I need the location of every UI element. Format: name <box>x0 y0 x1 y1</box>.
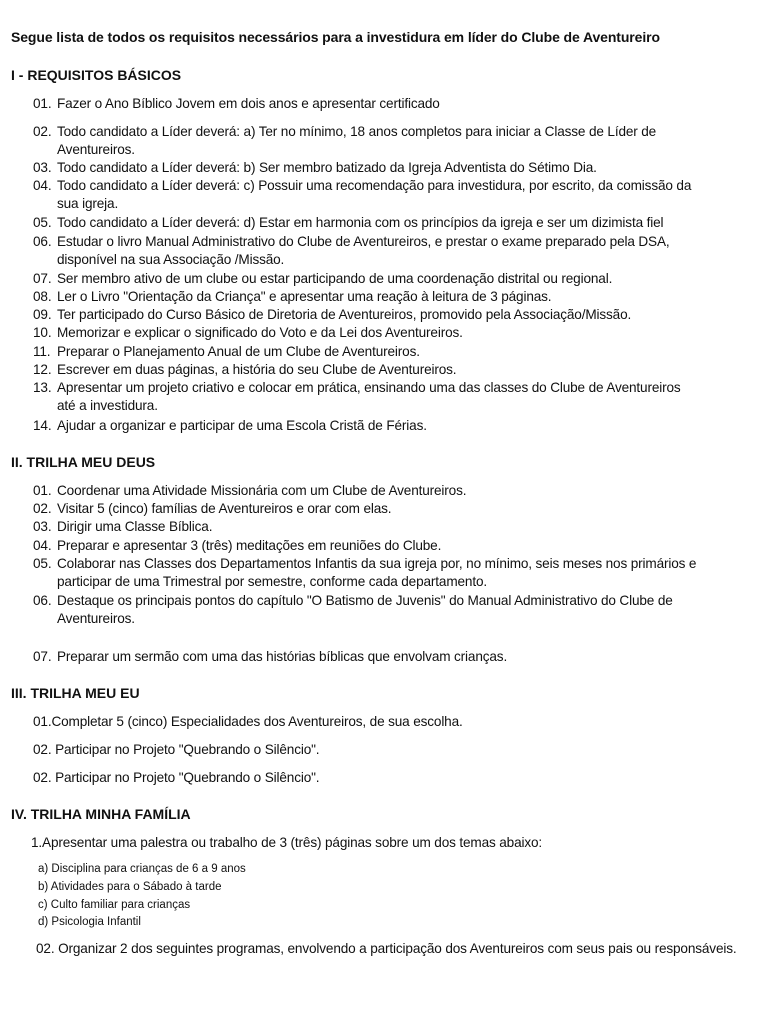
list-item <box>33 270 753 288</box>
list-item: 01.Completar 5 (cinco) Especialidades dos Aventureiros, de sua escolha. <box>33 714 463 729</box>
item-text: Escrever em duas páginas, a história do seu Clube de Aventureiros. <box>57 362 457 377</box>
list-item: 02. Participar no Projeto "Quebrando o Silêncio". <box>33 742 320 757</box>
item-number: 07. <box>33 271 52 286</box>
item-text: Memorizar e explicar o significado do Voto e da Lei dos Aventureiros. <box>57 325 463 340</box>
item-number: 07. <box>33 649 52 664</box>
list-item: 1.Apresentar uma palestra ou trabalho de 3 (três) páginas sobre um dos temas abaixo: <box>31 835 543 850</box>
list-item <box>33 288 753 306</box>
list-item <box>33 343 753 361</box>
list-item <box>33 306 753 324</box>
section-heading-requisitos-basicos: I - REQUISITOS BÁSICOS <box>11 67 182 83</box>
item-text-continuation: participar de uma Trimestral por semestre, conforme cada departamento. <box>57 574 487 589</box>
item-text: Coordenar uma Atividade Missionária com um Clube de Aventureiros. <box>57 483 467 498</box>
list-item <box>33 324 753 342</box>
list-item <box>33 214 753 232</box>
list-item: 02. Participar no Projeto "Quebrando o Silêncio". <box>33 770 320 785</box>
topic-item: c) Culto familiar para crianças <box>38 899 191 911</box>
item-number: 14. <box>33 418 52 433</box>
item-text: Colaborar nas Classes dos Departamentos Infantis da sua igreja por, no mínimo, seis meses nos primários e <box>57 556 697 571</box>
list-item <box>33 417 753 435</box>
item-text: Preparar um sermão com uma das histórias bíblicas que envolvam crianças. <box>57 649 508 664</box>
item-text: Todo candidato a Líder deverá: b) Ser membro batizado da Igreja Adventista do Sétimo Dia. <box>57 160 597 175</box>
list-item <box>33 648 753 666</box>
item-text: Visitar 5 (cinco) famílias de Aventureiros e orar com elas. <box>57 501 392 516</box>
item-number: 05. <box>33 556 52 571</box>
item-number: 05. <box>33 215 52 230</box>
item-number: 10. <box>33 325 52 340</box>
item-number: 02. <box>33 501 52 516</box>
list-item <box>33 159 753 177</box>
item-number: 06. <box>33 234 52 249</box>
item-text: Todo candidato a Líder deverá: a) Ter no mínimo, 18 anos completos para iniciar a Classe de Líder de <box>57 124 657 139</box>
item-text: Ter participado do Curso Básico de Diretoria de Aventureiros, promovido pela Associação/Missão. <box>57 307 632 322</box>
list-item <box>33 592 753 628</box>
item-text-continuation: Aventureiros. <box>57 611 135 626</box>
item-number: 13. <box>33 380 52 395</box>
list-item <box>33 482 753 500</box>
item-number: 09. <box>33 307 52 322</box>
item-text: Ler o Livro "Orientação da Criança" e apresentar uma reação à leitura de 3 páginas. <box>57 289 552 304</box>
item-text: Preparar e apresentar 3 (três) meditações em reuniões do Clube. <box>57 538 442 553</box>
item-number: 04. <box>33 538 52 553</box>
item-text-continuation: sua igreja. <box>57 196 119 211</box>
list-item <box>33 500 753 518</box>
list-item <box>33 555 753 591</box>
item-number: 12. <box>33 362 52 377</box>
list-item <box>33 537 753 555</box>
item-text: Dirigir uma Classe Bíblica. <box>57 519 213 534</box>
item-text-continuation: Aventureiros. <box>57 142 135 157</box>
list-item <box>33 177 753 213</box>
list-item <box>33 95 753 113</box>
item-text-continuation: disponível na sua Associação /Missão. <box>57 252 285 267</box>
item-text: Fazer o Ano Bíblico Jovem em dois anos e apresentar certificado <box>57 96 440 111</box>
item-text-continuation: até a investidura. <box>57 398 158 413</box>
item-text: Estudar o livro Manual Administrativo do Clube de Aventureiros, e prestar o exame preparado pela DSA, <box>57 234 670 249</box>
section-heading-trilha-minha-familia: IV. TRILHA MINHA FAMÍLIA <box>11 806 191 822</box>
document-title: Segue lista de todos os requisitos necessários para a investidura em líder do Clube de Aventureiro <box>11 29 660 45</box>
list-item <box>33 233 753 269</box>
topic-item: b) Atividades para o Sábado à tarde <box>38 881 222 893</box>
item-number: 01. <box>33 96 52 111</box>
item-text: Todo candidato a Líder deverá: d) Estar em harmonia com os princípios da igreja e ser um dizimista fiel <box>57 215 664 230</box>
section-heading-trilha-meu-deus: II. TRILHA MEU DEUS <box>11 454 156 470</box>
list-item <box>33 361 753 379</box>
item-text: Todo candidato a Líder deverá: c) Possuir uma recomendação para investidura, por escrito, da comissão da <box>57 178 692 193</box>
item-number: 11. <box>33 344 51 359</box>
topic-item: a) Disciplina para crianças de 6 a 9 anos <box>38 863 246 875</box>
item-number: 08. <box>33 289 52 304</box>
item-number: 04. <box>33 178 52 193</box>
item-number: 06. <box>33 593 52 608</box>
item-number: 03. <box>33 519 52 534</box>
item-text: Preparar o Planejamento Anual de um Clube de Aventureiros. <box>57 344 420 359</box>
list-item <box>33 379 753 415</box>
list-item <box>33 123 753 159</box>
topic-item: d) Psicologia Infantil <box>38 916 141 928</box>
list-item: 02. Organizar 2 dos seguintes programas, envolvendo a participação dos Aventureiros com seus pais ou responsáveis. <box>36 941 737 956</box>
item-number: 01. <box>33 483 52 498</box>
item-text: Destaque os principais pontos do capítulo "O Batismo de Juvenis" do Manual Administrativo do Clube de <box>57 593 673 608</box>
item-text: Ser membro ativo de um clube ou estar participando de uma coordenação distrital ou regional. <box>57 271 613 286</box>
item-text: Apresentar um projeto criativo e colocar em prática, ensinando uma das classes do Clube de Aventureiros <box>57 380 681 395</box>
item-number: 03. <box>33 160 52 175</box>
item-text: Ajudar a organizar e participar de uma Escola Cristã de Férias. <box>57 418 427 433</box>
list-item <box>33 518 753 536</box>
section-heading-trilha-meu-eu: III. TRILHA MEU EU <box>11 685 140 701</box>
item-number: 02. <box>33 124 52 139</box>
